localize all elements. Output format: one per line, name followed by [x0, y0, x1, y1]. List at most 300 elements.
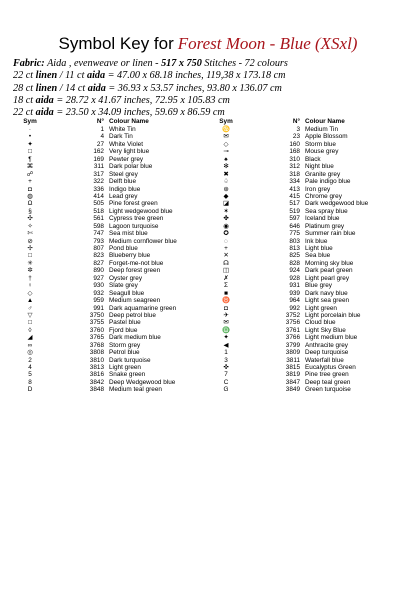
table-row	[216, 319, 406, 326]
colour-name: Seagull blue	[109, 289, 145, 297]
table-row	[216, 267, 406, 274]
colour-name: Very light blue	[109, 148, 150, 156]
colour-name: Dark turquoise	[109, 356, 151, 364]
table-row	[20, 133, 210, 140]
symbol-glyph: ◢	[27, 334, 33, 342]
symbol-glyph: ◇	[223, 140, 229, 148]
colour-name: Medium teal green	[109, 386, 162, 394]
symbol-glyph: ◎	[27, 349, 33, 357]
table-row	[216, 126, 406, 133]
table-row	[20, 163, 210, 170]
colour-name: Dark Tin	[109, 133, 133, 141]
table-row	[216, 238, 406, 245]
symbol-glyph: ◫	[222, 267, 230, 275]
size-fabric2: aida	[35, 107, 54, 119]
symbol-glyph: ✳	[27, 259, 33, 267]
dmc-number: 828	[289, 259, 300, 267]
table-row	[20, 186, 210, 193]
table-row	[20, 364, 210, 371]
dmc-number: 334	[289, 178, 300, 186]
symbol-glyph: ♠	[224, 155, 228, 163]
header-num: N°	[96, 118, 104, 125]
colour-name: Fjord blue	[109, 326, 138, 334]
fabric-desc-end: Stitches - 72 colours	[201, 58, 288, 69]
table-row	[216, 275, 406, 282]
colour-name: Blue grey	[305, 282, 332, 290]
dmc-number: 3761	[285, 326, 300, 334]
dmc-number: 813	[289, 245, 300, 252]
table-row	[216, 386, 406, 393]
dmc-number: 318	[289, 170, 300, 178]
size-count: 22 ct	[13, 107, 36, 119]
table-row	[20, 238, 210, 245]
symbol-glyph: ⊛	[223, 185, 229, 193]
table-row	[216, 364, 406, 371]
symbol-glyph: 8	[28, 378, 32, 386]
dmc-number: 336	[93, 185, 104, 193]
table-row	[216, 141, 406, 148]
colour-name: Summer rain blue	[305, 230, 356, 238]
dmc-number: 517	[289, 200, 300, 208]
colour-name: Snake green	[109, 371, 146, 379]
symbol-glyph: ⌘	[26, 163, 34, 171]
size-dims: = 23.50 x 34.09 inches, 59.69 x 86.59 cm	[53, 107, 225, 119]
symbol-glyph: 3	[224, 356, 228, 364]
colour-name: Pond blue	[109, 245, 138, 252]
table-row	[20, 126, 210, 133]
table-row	[20, 327, 210, 334]
table-row	[216, 290, 406, 297]
table-row	[20, 319, 210, 326]
dmc-number: 1	[100, 126, 104, 133]
table-row	[20, 223, 210, 230]
symbol-glyph: +	[224, 245, 228, 252]
dmc-number: 924	[289, 267, 300, 275]
colour-name: Deep Wedgewood blue	[109, 378, 176, 386]
table-row	[216, 193, 406, 200]
table-row	[20, 200, 210, 207]
colour-name: Indigo blue	[109, 185, 141, 193]
size-dims: = 28.72 x 41.67 inches, 72.95 x 105.83 cm	[53, 94, 230, 106]
size-line	[13, 95, 413, 107]
dmc-number: 3808	[89, 349, 104, 357]
colour-name: Dark medium blue	[109, 334, 161, 342]
dmc-number: 27	[96, 140, 104, 148]
symbol-glyph: ◊	[28, 326, 32, 334]
colour-name: Black	[305, 155, 321, 163]
colour-name: Delft blue	[109, 178, 136, 186]
colour-name: Deep forest green	[109, 267, 161, 275]
symbol-glyph: ✈	[223, 311, 229, 319]
dmc-number: 169	[93, 155, 104, 163]
colour-name: Dark polar blue	[109, 163, 153, 171]
colour-name: Waterfall blue	[305, 356, 344, 364]
dmc-number: 3760	[89, 326, 104, 334]
table-row	[20, 171, 210, 178]
table-row	[20, 371, 210, 378]
table-row	[216, 133, 406, 140]
dmc-number: 162	[93, 148, 104, 156]
symbol-glyph: C	[223, 378, 229, 386]
fabric-line	[13, 58, 413, 70]
table-row	[216, 297, 406, 304]
dmc-number: 3768	[89, 341, 104, 349]
table-row	[216, 200, 406, 207]
symbol-glyph: ∞	[27, 341, 33, 349]
colour-name: Blueberry blue	[109, 252, 151, 260]
symbol-glyph: ¶	[28, 155, 32, 163]
header-name: Colour Name	[305, 118, 345, 125]
dmc-number: 3752	[285, 311, 300, 319]
table-row	[20, 148, 210, 155]
table-row	[20, 260, 210, 267]
symbol-glyph: †	[28, 274, 32, 282]
symbol-glyph: ✧	[27, 222, 33, 230]
dmc-number: 312	[289, 163, 300, 171]
table-row	[216, 327, 406, 334]
dmc-number: 3847	[285, 378, 300, 386]
colour-name: Storm grey	[109, 341, 141, 349]
colour-name: Apple Blossom	[305, 133, 348, 141]
colour-name: Iron grey	[305, 185, 331, 193]
dmc-number: 890	[93, 267, 104, 275]
size-line	[13, 83, 413, 95]
table-row	[216, 379, 406, 386]
symbol-glyph: ✄	[27, 230, 33, 238]
table-row	[20, 245, 210, 252]
table-row	[216, 148, 406, 155]
colour-name: Night blue	[305, 163, 334, 171]
symbol-glyph: ✢	[27, 245, 33, 252]
table-row	[216, 208, 406, 215]
dmc-number: 413	[289, 185, 300, 193]
symbol-glyph: ⊸	[223, 148, 229, 156]
colour-name: Dark navy blue	[305, 289, 348, 297]
table-row	[20, 215, 210, 222]
colour-name: Steel grey	[109, 170, 138, 178]
symbol-glyph: ◘	[224, 304, 228, 312]
colour-name: Medium cornflower blue	[109, 237, 177, 245]
table-row	[216, 156, 406, 163]
symbol-glyph: ☍	[26, 170, 34, 178]
colour-name: Mouse grey	[305, 148, 339, 156]
symbol-glyph: ✗	[223, 274, 229, 282]
dmc-number: 598	[93, 222, 104, 230]
dmc-number: 3819	[285, 371, 300, 379]
colour-name: Storm blue	[305, 140, 336, 148]
colour-name: Granite grey	[305, 170, 341, 178]
dmc-number: 317	[93, 170, 104, 178]
colour-name: Light green	[109, 364, 141, 371]
colour-name: Platinum grey	[305, 222, 345, 230]
table-row	[216, 245, 406, 252]
colour-name: Light Sky Blue	[305, 326, 346, 334]
colour-name: Sea spray blue	[305, 207, 348, 215]
symbol-glyph: ✕	[223, 252, 229, 260]
symbol-glyph: ♋	[222, 126, 230, 133]
table-row	[20, 267, 210, 274]
table-row	[20, 208, 210, 215]
dmc-number: 747	[93, 230, 104, 238]
table-row	[216, 357, 406, 364]
size-mid: / 11 ct	[57, 70, 87, 82]
colour-name: Light medium blue	[305, 334, 358, 342]
dmc-number: 3848	[89, 386, 104, 394]
symbol-glyph: ✣	[27, 215, 33, 223]
symbol-glyph: ☊	[223, 259, 229, 267]
table-row	[20, 297, 210, 304]
symbol-glyph: □	[28, 148, 32, 156]
dmc-number: 775	[289, 230, 300, 238]
header-sym: Sym	[23, 118, 37, 125]
symbol-table-left	[20, 118, 210, 394]
table-row	[216, 178, 406, 185]
size-fabric2: aida	[86, 70, 106, 82]
symbol-glyph: 2	[28, 356, 32, 364]
symbol-glyph: ✜	[223, 364, 229, 371]
symbol-glyph: ◘	[28, 185, 32, 193]
colour-name: Green turquoise	[305, 386, 351, 394]
dmc-number: 932	[93, 289, 104, 297]
dmc-number: 3750	[89, 311, 104, 319]
dmc-number: 414	[93, 192, 104, 200]
fabric-info	[13, 58, 413, 119]
colour-name: Light sea green	[305, 297, 350, 305]
table-row	[216, 260, 406, 267]
colour-name: Deep turquoise	[305, 349, 349, 357]
title-prefix: Symbol Key for	[58, 34, 174, 53]
header-num: N°	[292, 118, 300, 125]
dmc-number: 311	[93, 163, 104, 171]
symbol-glyph: Ω	[27, 200, 33, 208]
dmc-number: 959	[93, 297, 104, 305]
table-row	[20, 312, 210, 319]
dmc-number: 931	[289, 282, 300, 290]
symbol-glyph: +	[28, 178, 32, 186]
table-row	[20, 230, 210, 237]
symbol-glyph: ·	[28, 126, 32, 133]
colour-name: Medium Tin	[305, 126, 339, 133]
colour-name: Lagoon turquoise	[109, 222, 159, 230]
table-row	[216, 186, 406, 193]
dmc-number: 3815	[285, 364, 300, 371]
dmc-number: 3	[296, 126, 300, 133]
dmc-number: 964	[289, 297, 300, 305]
table-row	[216, 252, 406, 259]
dmc-number: 3810	[89, 356, 104, 364]
table-row	[20, 334, 210, 341]
colour-name: Light porcelain blue	[305, 311, 361, 319]
symbol-glyph: ◆	[223, 192, 229, 200]
symbol-glyph: ✻	[223, 163, 229, 171]
dmc-number: 3765	[89, 334, 104, 342]
dmc-number: 992	[289, 304, 300, 312]
header-name: Colour Name	[109, 118, 149, 125]
colour-name: Light wedgewood blue	[109, 207, 173, 215]
dmc-number: 518	[93, 207, 104, 215]
colour-name: Cloud blue	[305, 319, 336, 327]
table-row	[20, 379, 210, 386]
dmc-number: 322	[93, 178, 104, 186]
table-row	[20, 275, 210, 282]
table-header	[20, 118, 210, 126]
table-row	[20, 305, 210, 312]
symbol-glyph: 4	[28, 364, 32, 371]
colour-name: Eucalyptus Green	[305, 364, 356, 371]
dmc-number: 4	[100, 133, 104, 141]
size-line	[13, 70, 413, 82]
symbol-glyph: ✖	[223, 170, 229, 178]
symbol-glyph: ◪	[222, 200, 230, 208]
symbol-glyph: ✦	[223, 334, 229, 342]
symbol-glyph: ◉	[223, 222, 229, 230]
dmc-number: 793	[93, 237, 104, 245]
dmc-number: 939	[289, 289, 300, 297]
table-row	[20, 193, 210, 200]
symbol-glyph: 5	[28, 371, 32, 379]
table-row	[20, 141, 210, 148]
dmc-number: 519	[289, 207, 300, 215]
table-row	[20, 178, 210, 185]
symbol-glyph: ◀	[223, 341, 229, 349]
symbol-glyph: ◍	[27, 192, 33, 200]
dmc-number: 23	[292, 133, 300, 141]
dmc-number: 803	[289, 237, 300, 245]
symbol-glyph: ✉	[223, 133, 229, 141]
colour-name: Dark aquamarine green	[109, 304, 177, 312]
table-row	[216, 305, 406, 312]
colour-name: Cypress tree green	[109, 215, 164, 223]
table-row	[216, 230, 406, 237]
dmc-number: 3816	[89, 371, 104, 379]
colour-name: Dark pearl green	[305, 267, 353, 275]
symbol-glyph: ◇	[27, 289, 33, 297]
colour-name: Light blue	[305, 245, 333, 252]
table-row	[20, 386, 210, 393]
table-row	[216, 334, 406, 341]
dmc-number: 415	[289, 192, 300, 200]
dmc-number: 991	[93, 304, 104, 312]
symbol-glyph: ♤	[223, 178, 229, 186]
colour-name: Dark wedgewood blue	[305, 200, 369, 208]
colour-name: Deep teal green	[305, 378, 351, 386]
symbol-glyph: ✤	[223, 215, 229, 223]
table-row	[20, 282, 210, 289]
dmc-number: 3756	[285, 319, 300, 327]
page-title	[0, 34, 416, 54]
symbol-glyph: ♀	[27, 282, 33, 290]
size-fabric1: linen	[35, 70, 58, 82]
dmc-number: 561	[93, 215, 104, 223]
fabric-desc: Aida , evenweave or linen -	[44, 58, 162, 69]
symbol-glyph: ▽	[27, 311, 33, 319]
symbol-glyph: ♉	[222, 297, 230, 305]
colour-name: Morning sky blue	[305, 259, 354, 267]
table-row	[216, 349, 406, 356]
symbol-glyph: ▲	[26, 297, 34, 305]
table-row	[216, 312, 406, 319]
table-row	[216, 163, 406, 170]
dmc-number: 505	[93, 200, 104, 208]
colour-name: White Violet	[109, 140, 143, 148]
dmc-number: 927	[93, 274, 104, 282]
dmc-number: 823	[93, 252, 104, 260]
dmc-number: 168	[289, 148, 300, 156]
symbol-glyph: ⊘	[27, 237, 33, 245]
table-row	[20, 342, 210, 349]
table-row	[20, 357, 210, 364]
dmc-number: 310	[289, 155, 300, 163]
size-fabric1: linen	[35, 82, 58, 94]
table-row	[20, 290, 210, 297]
table-header	[216, 118, 406, 126]
table-row	[20, 349, 210, 356]
table-row	[20, 156, 210, 163]
table-row	[216, 371, 406, 378]
header-sym: Sym	[219, 118, 233, 125]
colour-name: Iceland blue	[305, 215, 340, 223]
dmc-number: 928	[289, 274, 300, 282]
table-row	[216, 223, 406, 230]
colour-name: Petrol blue	[109, 349, 140, 357]
fabric-label: Fabric:	[13, 58, 45, 69]
dmc-number: 3849	[285, 386, 300, 394]
colour-name: White Tin	[109, 126, 136, 133]
dmc-number: 597	[289, 215, 300, 223]
symbol-glyph: □	[28, 252, 32, 260]
dmc-number: 3811	[286, 356, 300, 364]
size-count: 28 ct	[13, 82, 36, 94]
stitch-count: 517 x 750	[161, 58, 202, 69]
colour-name: Slate grey	[109, 282, 138, 290]
colour-name: Pine tree green	[305, 371, 349, 379]
table-row	[216, 282, 406, 289]
symbol-glyph: ✦	[27, 140, 33, 148]
symbol-glyph: ✶	[223, 207, 229, 215]
symbol-glyph: ◌	[224, 237, 228, 245]
symbol-glyph: ✉	[223, 319, 229, 327]
colour-name: Sea blue	[305, 252, 331, 260]
table-row	[216, 171, 406, 178]
colour-name: Chrome grey	[305, 192, 342, 200]
symbol-glyph: □	[28, 319, 32, 327]
dmc-number: 3799	[285, 341, 300, 349]
dmc-number: 160	[289, 140, 300, 148]
colour-name: Pewter grey	[109, 155, 144, 163]
symbol-glyph: 1	[224, 349, 228, 357]
colour-name: Forget-me-not blue	[109, 259, 164, 267]
symbol-glyph: G	[223, 386, 229, 394]
colour-name: Pine forest green	[109, 200, 158, 208]
symbol-glyph: 7	[224, 371, 228, 379]
dmc-number: 3766	[285, 334, 300, 342]
size-dims: = 47.00 x 68.18 inches, 119,38 x 173.18 cm	[105, 70, 286, 82]
dmc-number: 3842	[89, 378, 104, 386]
size-count: 22 ct	[13, 70, 36, 82]
dmc-number: 646	[289, 222, 300, 230]
colour-name: Ink blue	[305, 237, 328, 245]
table-row	[20, 252, 210, 259]
colour-name: Light pearl grey	[305, 274, 350, 282]
symbol-glyph: ✪	[223, 230, 229, 238]
dmc-number: 3813	[89, 364, 104, 371]
colour-name: Oyster grey	[109, 274, 143, 282]
size-fabric2: aida	[35, 94, 54, 106]
symbol-table-right	[216, 118, 406, 394]
size-fabric2: aida	[87, 82, 106, 94]
colour-name: Sea mist blue	[109, 230, 148, 238]
table-row	[216, 215, 406, 222]
